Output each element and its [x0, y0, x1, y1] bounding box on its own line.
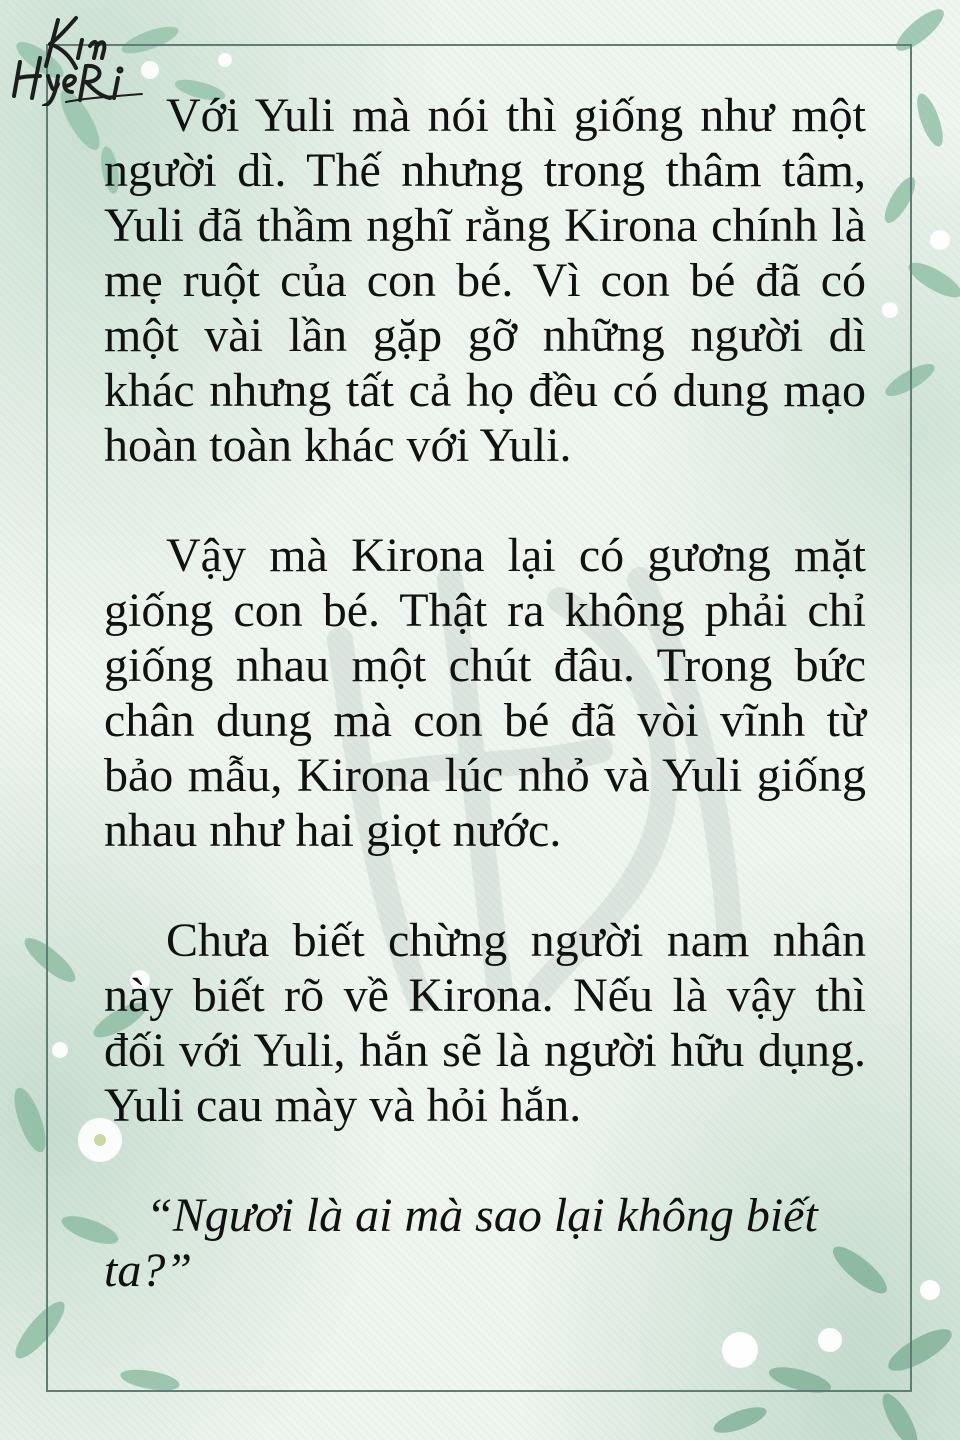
paragraph-3: Chưa biết chừng người nam nhân này biết rõ về Kirona. Nếu là vậy thì đối với Yuli, hắn sẽ là người hữu dụng. Yuli cau mày và hỏi hắn.: [104, 914, 866, 1132]
paragraph-1: Với Yuli mà nói thì giống như một người dì. Thế nhưng trong thâm tâm, Yuli đã thầm nghĩ rằng Kirona chính là mẹ ruột của con bé. Vì con bé đã có một vài lần gặp gỡ những người dì khác nhưng tất cả họ đều có dung mạo hoàn toàn khác với Yuli.: [104, 89, 866, 472]
dialogue-line: “Ngươi là ai mà sao lại không biết ta?”: [104, 1189, 818, 1297]
story-text: [104, 88, 866, 1298]
paragraph-2: Vậy mà Kirona lại có gương mặt giống con bé. Thật ra không phải chỉ giống nhau một chút đâu. Trong bức chân dung mà con bé đã vòi vĩnh từ bảo mẫu, Kirona lúc nhỏ và Yuli giống nhau như hai giọt nước.: [104, 529, 866, 857]
